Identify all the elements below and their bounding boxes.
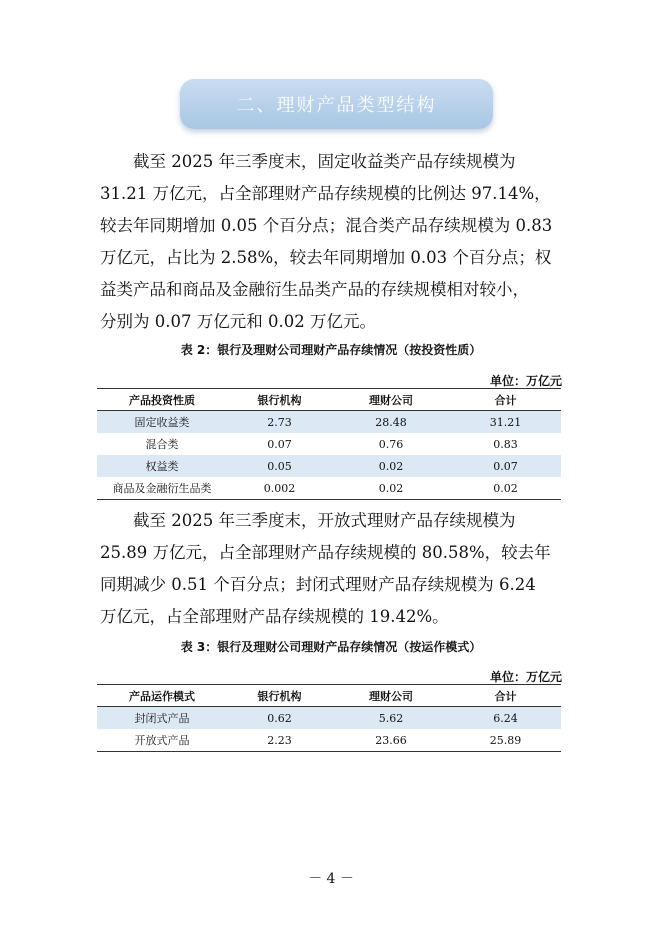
table-cell: 2.73: [227, 411, 332, 434]
table-cell: 混合类: [145, 438, 179, 451]
paragraph-line: 截至 2025 年三季度末，固定收益类产品存续规模为: [133, 152, 516, 171]
table-cell: 固定收益类: [97, 411, 227, 434]
column-header: 产品投资性质: [97, 389, 227, 411]
table3-unit: 单位：万亿元: [489, 670, 562, 684]
table-cell: 商品及金融衍生品类: [97, 477, 227, 500]
table-cell: 0.02: [450, 477, 561, 500]
table-cell: 31.21: [450, 411, 561, 434]
paragraph-line: 较去年同期增加 0.05 个百分点；混合类产品存续规模为 0.83: [100, 216, 553, 235]
paragraph-line: 分别为 0.07 万亿元和 0.02 万亿元。: [100, 312, 376, 331]
table-row: [97, 729, 561, 752]
table-cell: 0.05: [227, 455, 332, 477]
table-header-row: [97, 389, 561, 411]
table-cell: 25.89: [450, 729, 561, 752]
column-header: 理财公司: [332, 389, 450, 411]
table-row: [97, 477, 561, 500]
table3-operation-mode: [97, 684, 561, 752]
table2-investment-nature: [97, 388, 561, 500]
column-header: 合计: [450, 389, 561, 411]
table-cell: 开放式产品: [97, 729, 227, 752]
column-header: 理财公司: [332, 685, 450, 707]
table-row: [97, 455, 561, 477]
table-cell: 0.83: [493, 437, 518, 451]
column-header: 产品运作模式: [97, 685, 227, 707]
table-row: [97, 411, 561, 434]
table-cell: 0.07: [267, 437, 292, 451]
table2-unit: 单位：万亿元: [489, 374, 562, 388]
table-cell: 2.23: [227, 729, 332, 752]
table-row: [97, 707, 561, 730]
paragraph-line: 截至 2025 年三季度末，开放式理财产品存续规模为: [133, 511, 516, 530]
table-cell: 权益类: [97, 455, 227, 477]
table-cell: 0.02: [332, 455, 450, 477]
column-header: 银行机构: [227, 685, 332, 707]
page-number: － 4 －: [308, 871, 354, 887]
table3-caption: 表 3：银行及理财公司理财产品存续情况（按运作模式）: [180, 640, 482, 654]
paragraph-line: 25.89 万亿元，占全部理财产品存续规模的 80.58%，较去年: [100, 543, 551, 562]
paragraph-line: 同期减少 0.51 个百分点；封闭式理财产品存续规模为 6.24: [100, 575, 536, 594]
paragraph-fixed-income: [100, 146, 562, 338]
table-cell: 封闭式产品: [97, 707, 227, 730]
table-cell: 0.02: [332, 477, 450, 500]
table-cell: 0.002: [227, 477, 332, 500]
column-header: 合计: [450, 685, 561, 707]
table-cell: 0.62: [227, 707, 332, 730]
table-cell: 0.07: [450, 455, 561, 477]
paragraph-line: 31.21 万亿元，占全部理财产品存续规模的比例达 97.14%，: [100, 184, 551, 203]
table-cell: 0.76: [378, 437, 404, 451]
paragraph-line: 万亿元，占比为 2.58%，较去年同期增加 0.03 个百分点；权: [100, 248, 552, 267]
column-header: 银行机构: [227, 389, 332, 411]
table-cell: 28.48: [332, 411, 450, 434]
table-header-row: [97, 685, 561, 707]
table-cell: 5.62: [332, 707, 450, 730]
table-cell: 6.24: [450, 707, 561, 730]
table-row: [97, 433, 561, 455]
paragraph-line: 万亿元，占全部理财产品存续规模的 19.42%。: [100, 607, 449, 626]
section-title: 二、理财产品类型结构: [236, 95, 437, 116]
table2-caption: 表 2：银行及理财公司理财产品存续情况（按投资性质）: [180, 343, 482, 357]
paragraph-line: 益类产品和商品及金融衍生品类产品的存续规模相对较小，: [100, 280, 529, 299]
paragraph-operation-mode: [100, 505, 562, 633]
section-title-banner: [180, 79, 493, 129]
table-cell: 23.66: [332, 729, 450, 752]
